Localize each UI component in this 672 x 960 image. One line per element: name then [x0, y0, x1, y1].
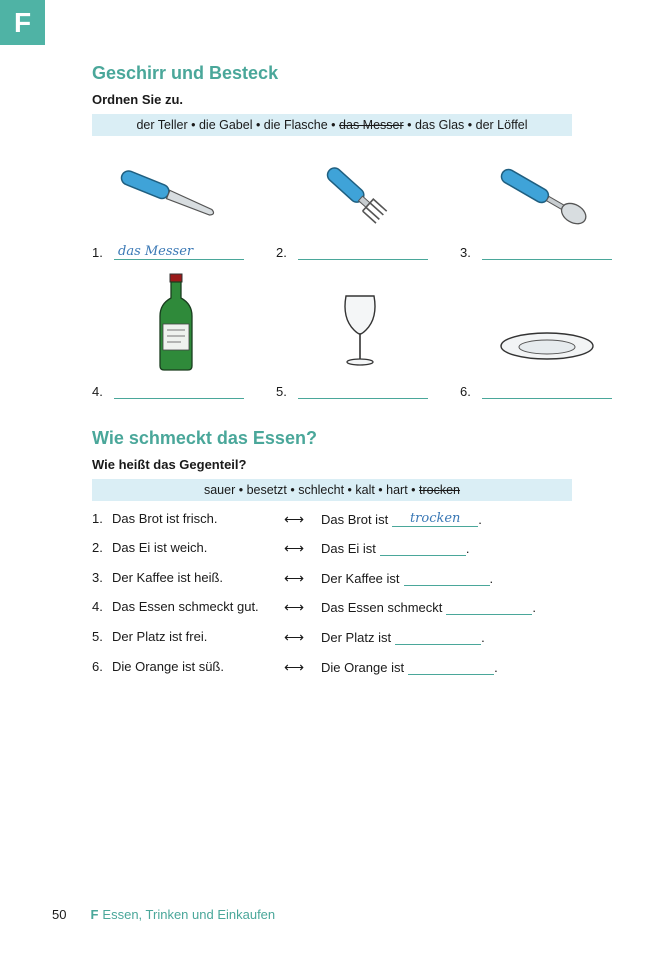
wine-glass-icon	[340, 292, 380, 368]
answer-row-6	[460, 383, 612, 399]
answer-field-3[interactable]	[482, 244, 612, 260]
blank-field-3[interactable]	[404, 570, 490, 586]
instruction-match: Ordnen Sie zu.	[92, 92, 184, 107]
item-number: 1.	[92, 245, 103, 260]
chapter-title: Essen, Trinken und Einkaufen	[102, 907, 276, 922]
sentence-right: Die Orange ist	[321, 660, 405, 675]
sentence-left: Das Brot ist frisch.	[112, 511, 218, 526]
word-list: • das Glas • der Löffel	[403, 118, 528, 132]
plate-icon	[498, 328, 596, 364]
blank-field-2[interactable]	[380, 540, 466, 556]
sentence-end: .	[532, 600, 536, 615]
knife-icon	[112, 168, 224, 222]
sentence-end: .	[489, 571, 494, 586]
sentence-left: Das Essen schmeckt gut.	[112, 599, 259, 614]
spoon-icon	[496, 166, 592, 228]
word-crossed-out: das Messer	[339, 118, 404, 132]
opposite-arrow-icon: ⟷	[284, 570, 305, 586]
answer-field-2[interactable]	[298, 244, 428, 260]
row-number: 6.	[92, 659, 103, 674]
exercise-row	[92, 629, 572, 647]
word-list: der Teller • die Gabel • die Flasche •	[136, 118, 340, 132]
row-number: 2.	[92, 540, 103, 555]
sentence-right: Der Platz ist	[321, 630, 392, 645]
sentence-right: Das Ei ist	[321, 541, 376, 556]
sentence-left: Die Orange ist süß.	[112, 659, 224, 674]
blank-field-1[interactable]: trocken	[392, 511, 478, 527]
word-crossed-out: trocken	[419, 483, 461, 497]
word-box-adjectives	[92, 479, 572, 501]
exercise-row	[92, 511, 572, 529]
item-number: 3.	[460, 245, 471, 260]
row-number: 1.	[92, 511, 103, 526]
answer-field-5[interactable]	[298, 383, 428, 399]
answer-field-4[interactable]	[114, 383, 244, 399]
section-title-dishes: Geschirr und Besteck	[92, 63, 279, 83]
sentence-left: Der Platz ist frei.	[112, 629, 208, 644]
sentence-left: Der Kaffee ist heiß.	[112, 570, 224, 585]
section-title-taste: Wie schmeckt das Essen?	[92, 428, 317, 448]
answer-row-2	[276, 244, 428, 260]
blank-field-4[interactable]	[446, 599, 532, 615]
blank-field-5[interactable]	[395, 629, 481, 645]
item-number: 2.	[276, 245, 287, 260]
opposite-arrow-icon: ⟷	[284, 659, 305, 675]
sentence-end: .	[478, 512, 482, 527]
opposite-arrow-icon: ⟷	[284, 599, 305, 615]
row-number: 4.	[92, 599, 103, 614]
blank-field-6[interactable]	[408, 659, 494, 675]
word-box-dishes	[92, 114, 572, 136]
item-number: 6.	[460, 384, 471, 399]
page-footer	[52, 907, 275, 922]
bottle-icon	[156, 272, 196, 372]
answer-row-3	[460, 244, 612, 260]
row-number: 3.	[92, 570, 103, 585]
sentence-end: .	[481, 630, 485, 645]
sentence-right: Das Brot ist	[321, 512, 389, 527]
chapter-tab: F	[0, 0, 45, 45]
sentence-end: .	[465, 541, 470, 556]
sentence-right: Das Essen schmeckt	[321, 600, 443, 615]
answer-row-1	[92, 244, 244, 260]
exercise-row	[92, 599, 572, 617]
answer-row-4	[92, 383, 244, 399]
instruction-opposite: Wie heißt das Gegenteil?	[92, 457, 247, 472]
sentence-right: Der Kaffee ist	[321, 571, 400, 586]
opposite-arrow-icon: ⟷	[284, 511, 305, 527]
item-number: 4.	[92, 384, 103, 399]
opposite-arrow-icon: ⟷	[284, 629, 305, 645]
exercise-row	[92, 540, 572, 558]
answer-field-1[interactable]: das Messer	[114, 244, 244, 260]
answer-row-5	[276, 383, 428, 399]
sentence-end: .	[494, 660, 498, 675]
item-number: 5.	[276, 384, 287, 399]
sentence-left: Das Ei ist weich.	[112, 540, 208, 555]
word-list: sauer • besetzt • schlecht • kalt • hart •	[203, 483, 420, 497]
row-number: 5.	[92, 629, 103, 644]
opposite-arrow-icon: ⟷	[284, 540, 305, 556]
exercise-row	[92, 570, 572, 588]
chapter-letter: F	[90, 907, 99, 922]
exercise-row	[92, 659, 572, 677]
page-number: 50	[52, 907, 67, 922]
fork-icon	[318, 160, 394, 226]
answer-field-6[interactable]	[482, 383, 612, 399]
